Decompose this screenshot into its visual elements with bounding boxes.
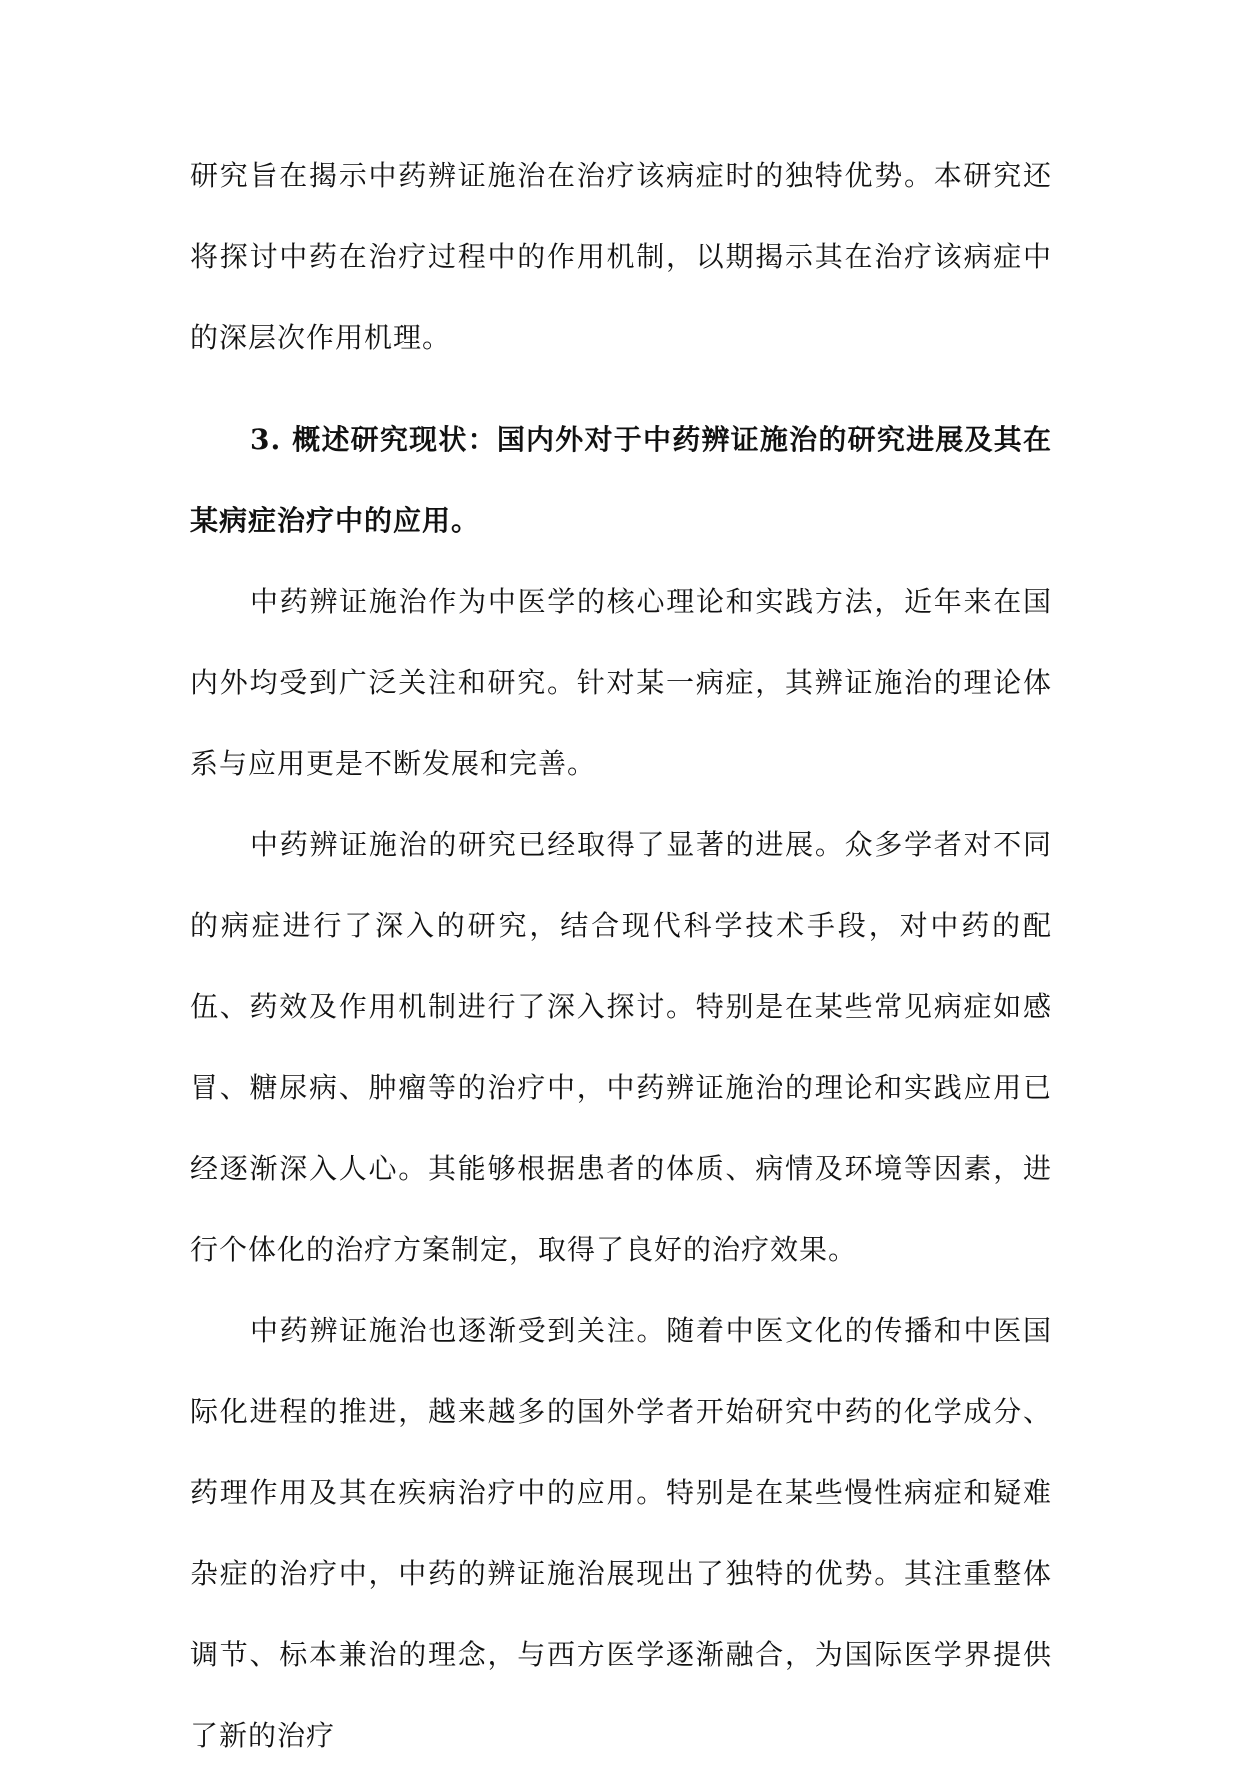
body-paragraph: 中药辨证施治作为中医学的核心理论和实践方法，近年来在国内外均受到广泛关注和研究。针对某一病症，其辨证施治的理论体系与应用更是不断发展和完善。 (190, 585, 1052, 780)
body-paragraph: 中药辨证施治的研究已经取得了显著的进展。众多学者对不同的病症进行了深入的研究，结合现代科学技术手段，对中药的配伍、药效及作用机制进行了深入探讨。特别是在某些常见病症如感冒、糖尿病、肿瘤等的治疗中，中药辨证施治的理论和实践应用已经逐渐深入人心。其能够根据患者的体质、病情及环境等因素，进行个体化的治疗方案制定，取得了良好的治疗效果。 (190, 828, 1052, 1266)
section-heading: 3. 概述研究现状：国内外对于中药辨证施治的研究进展及其在某病症治疗中的应用。 (190, 423, 1052, 537)
body-paragraph: 中药辨证施治也逐渐受到关注。随着中医文化的传播和中医国际化进程的推进，越来越多的国外学者开始研究中药的化学成分、药理作用及其在疾病治疗中的应用。特别是在某些慢性病症和疑难杂症的治疗中，中药的辨证施治展现出了独特的优势。其注重整体调节、标本兼治的理念，与西方医学逐渐融合，为国际医学界提供了新的治疗 (190, 1314, 1052, 1752)
continuation-paragraph: 研究旨在揭示中药辨证施治在治疗该病症时的独特优势。本研究还将探讨中药在治疗过程中的作用机制，以期揭示其在治疗该病症中的深层次作用机理。 (190, 159, 1052, 354)
document-page (190, 135, 1052, 1776)
